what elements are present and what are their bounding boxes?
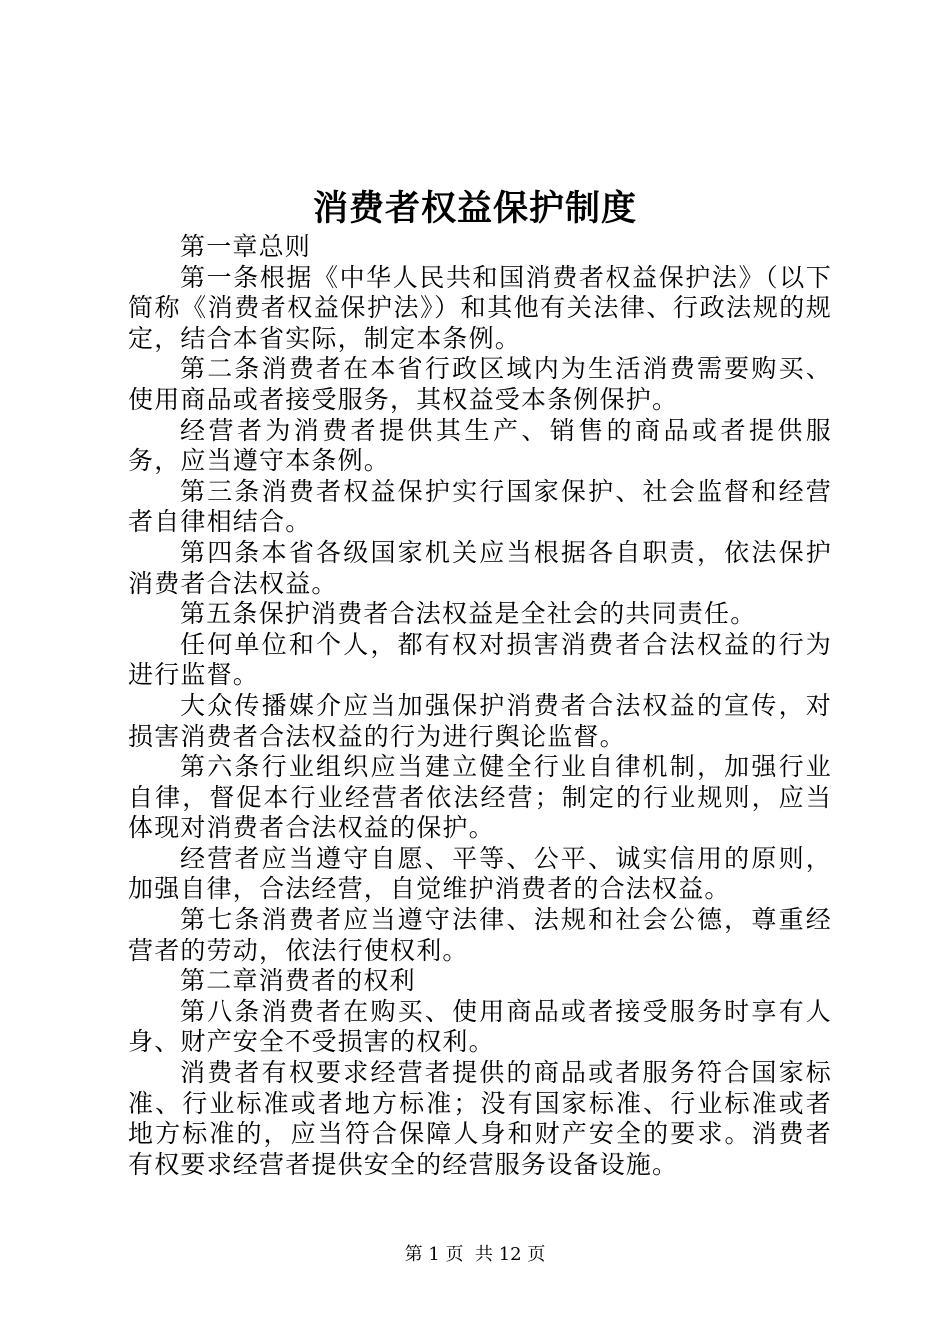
article-paragraph: 经营者应当遵守自愿、平等、公平、诚实信用的原则，加强自律，合法经营，自觉维护消费者的合法权益。 [128, 843, 832, 904]
article-paragraph: 第一条根据《中华人民共和国消费者权益保护法》（以下简称《消费者权益保护法》）和其他有关法律、行政法规的规定，结合本省实际，制定本条例。 [128, 262, 832, 353]
article-paragraph: 经营者为消费者提供其生产、销售的商品或者提供服务，应当遵守本条例。 [128, 415, 832, 476]
page-number-footer: 第 1 页 共 12 页 [404, 1244, 546, 1265]
article-paragraph: 第五条保护消费者合法权益是全社会的共同责任。 [180, 599, 757, 629]
document-title: 消费者权益保护制度 [312, 188, 637, 229]
article-paragraph: 第三条消费者权益保护实行国家保护、社会监督和经营者自律相结合。 [128, 476, 832, 537]
chapter-heading: 第二章消费者的权利 [180, 966, 416, 996]
document-body [128, 232, 832, 1180]
article-paragraph: 第八条消费者在购买、使用商品或者接受服务时享有人身、财产安全不受损害的权利。 [128, 996, 832, 1057]
chapter-heading: 第一章总则 [180, 232, 312, 261]
article-paragraph: 第七条消费者应当遵守法律、法规和社会公德，尊重经营者的劳动，依法行使权利。 [128, 905, 832, 965]
article-paragraph: 任何单位和个人，都有权对损害消费者合法权益的行为进行监督。 [128, 629, 832, 690]
article-paragraph: 消费者有权要求经营者提供的商品或者服务符合国家标准、行业标准或者地方标准；没有国家标准、行业标准或者地方标准的，应当符合保障人身和财产安全的要求。消费者有权要求经营者提供安全的经营服务设备设施。 [128, 1058, 832, 1179]
article-paragraph: 大众传播媒介应当加强保护消费者合法权益的宣传，对损害消费者合法权益的行为进行舆论监督。 [128, 690, 832, 751]
article-paragraph: 第六条行业组织应当建立健全行业自律机制，加强行业自律，督促本行业经营者依法经营；制定的行业规则，应当体现对消费者合法权益的保护。 [128, 752, 832, 843]
article-paragraph: 第二条消费者在本省行政区域内为生活消费需要购买、使用商品或者接受服务，其权益受本条例保护。 [128, 354, 832, 414]
article-paragraph: 第四条本省各级国家机关应当根据各自职责，依法保护消费者合法权益。 [128, 537, 832, 598]
